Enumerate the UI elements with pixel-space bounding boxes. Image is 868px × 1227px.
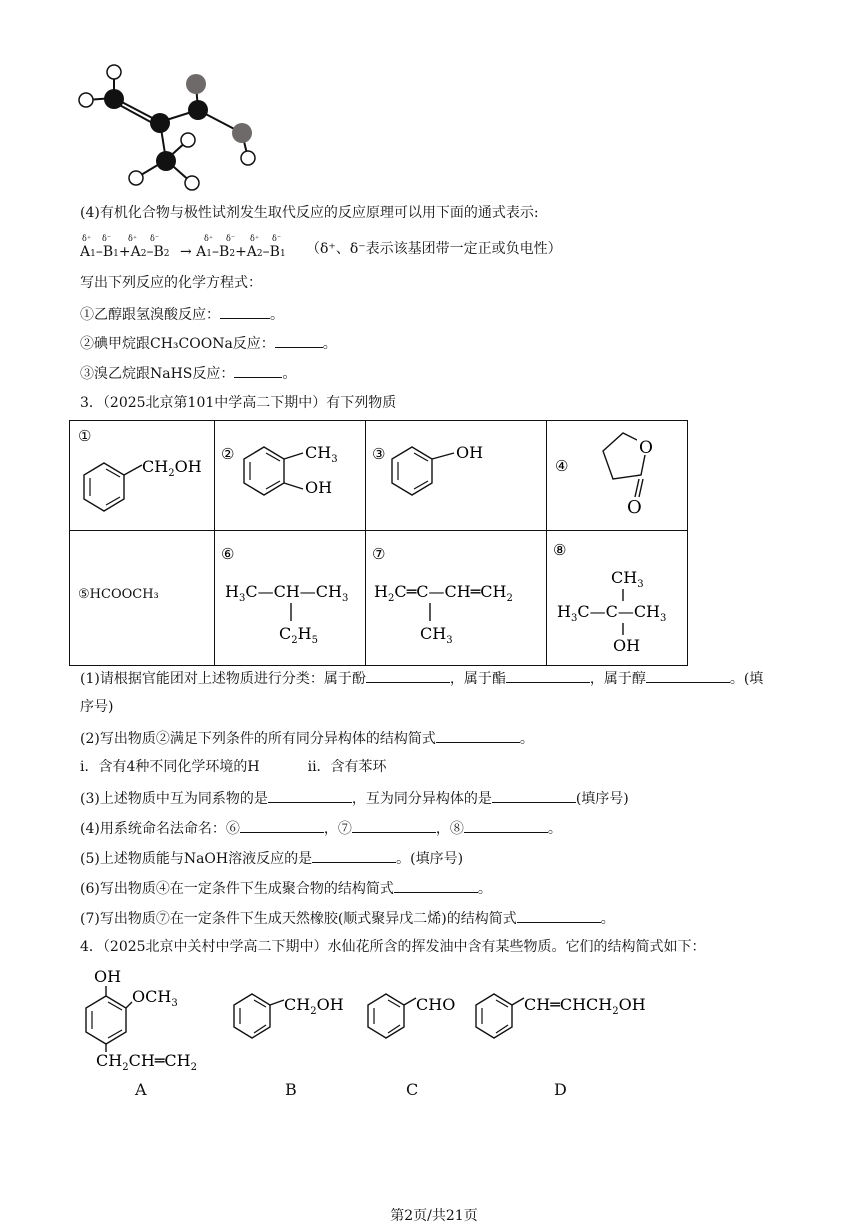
answer-blank[interactable] xyxy=(275,333,323,348)
q2-4-intro: (4)有机化合物与极性试剂发生取代反应的反应原理可以用下面的通式表示: xyxy=(80,205,539,221)
svg-text:③: ③ xyxy=(372,445,386,463)
q2-4-item-1: ①乙醇跟氢溴酸反应： 。 xyxy=(80,304,284,324)
q3-sub6: (6)写出物质④在一定条件下生成聚合物的结构简式 。 xyxy=(80,878,492,898)
q3-sub2: (2)写出物质②满足下列条件的所有同分异构体的结构简式 。 xyxy=(80,728,534,748)
q3-sub4: (4)用系统命名法命名：⑥ ，⑦ ，⑧ 。 xyxy=(80,818,562,838)
isopentane-structure xyxy=(219,537,364,657)
benzyl-alcohol-b-structure xyxy=(230,990,350,1040)
q2-4-prompt: 写出下列反应的化学方程式： xyxy=(80,275,262,291)
svg-text:OH: OH xyxy=(305,478,333,497)
svg-text:⑧: ⑧ xyxy=(553,541,567,559)
q3-sub1: (1)请根据官能团对上述物质进行分类：属于酚 ，属于酯 ，属于醇 。(填 xyxy=(80,668,763,688)
formula-svg xyxy=(80,234,310,260)
label-b: B xyxy=(285,1080,297,1099)
svg-text:δ⁻: δ⁻ xyxy=(150,234,160,243)
answer-blank[interactable] xyxy=(268,788,352,803)
q3-sub1-cont: 序号) xyxy=(80,699,114,715)
answer-blank[interactable] xyxy=(240,818,324,833)
svg-text:②: ② xyxy=(221,445,235,463)
svg-text:CH═CHCH2OH: $CH═CHCH_2OH$ xyxy=(524,995,646,1017)
page-footer: 第2页/共21页 xyxy=(390,1208,478,1224)
ball-stick-model xyxy=(70,60,270,200)
svg-text:⑦: ⑦ xyxy=(372,545,386,563)
svg-text:H3C—CH—CH3: $H_3C—CH—CH_3$ xyxy=(225,582,349,604)
cell-5: ⑤HCOOCH₃ xyxy=(70,531,215,666)
svg-text:H2C═C—CH═CH2: $H_2C═C—CH═CH_2$ xyxy=(374,582,513,604)
q4-header: 4．（2025北京中关村中学高二下期中）水仙花所含的挥发油中含有某些物质。它们的结构简式如下： xyxy=(80,939,706,955)
q3-sub5: (5)上述物质能与NaOH溶液反应的是 。(填序号) xyxy=(80,848,463,868)
cell-3 xyxy=(366,421,547,531)
benzyl-alcohol-structure xyxy=(76,451,216,521)
cinnamyl-alcohol-structure xyxy=(472,990,672,1040)
svg-text:δ⁻: δ⁻ xyxy=(226,234,236,243)
answer-blank[interactable] xyxy=(312,848,396,863)
q3-header: 3．（2025北京第101中学高二下期中）有下列物质 xyxy=(80,395,397,411)
o-cresol-structure xyxy=(219,439,364,519)
formula-note: （δ⁺、δ⁻表示该基团带一定正或负电性） xyxy=(306,241,562,257)
benzaldehyde-structure xyxy=(364,990,464,1040)
svg-text:δ⁺: δ⁺ xyxy=(82,234,92,243)
label-c: C xyxy=(406,1080,419,1099)
cell-8 xyxy=(547,531,688,666)
answer-blank[interactable] xyxy=(234,363,282,378)
eugenol-structure xyxy=(76,964,226,1076)
answer-blank[interactable] xyxy=(517,908,601,923)
cell-6 xyxy=(215,531,366,666)
answer-blank[interactable] xyxy=(464,818,548,833)
svg-text:OH: OH xyxy=(94,967,122,986)
answer-blank[interactable] xyxy=(394,878,478,893)
q3-sub7: (7)写出物质⑦在一定条件下生成天然橡胶(顺式聚异戊二烯)的结构简式 。 xyxy=(80,908,615,928)
q3-sub3: (3)上述物质中互为同系物的是 ，互为同分异构体的是 (填序号) xyxy=(80,788,629,808)
svg-text:CH3: $CH_3$ xyxy=(611,568,644,590)
svg-text:④: ④ xyxy=(555,457,569,475)
reaction-general-formula xyxy=(80,234,310,264)
svg-text:CH3: $CH_3$ xyxy=(420,624,453,646)
svg-text:CH2OH: $CH_2OH$ xyxy=(284,995,344,1017)
cell-2 xyxy=(215,421,366,531)
cell-4 xyxy=(547,421,688,531)
svg-text:H3C—C—CH3: $H_3C—C—CH_3$ xyxy=(557,602,667,624)
svg-text:A1–B1+A2–B2: A1–B1+A2–B2 xyxy=(80,244,170,260)
svg-text:O: O xyxy=(627,497,642,518)
svg-text:→ A1–B2+A2–B1: → A1–B2+A2–B1 xyxy=(180,244,286,260)
tert-butanol-structure xyxy=(551,535,685,660)
isoprene-structure xyxy=(370,537,546,657)
svg-text:δ⁺: δ⁺ xyxy=(204,234,214,243)
svg-text:C2H5: $C_2H_5$ xyxy=(279,624,318,646)
answer-blank[interactable] xyxy=(646,668,730,683)
label-a: A xyxy=(135,1080,147,1099)
q3-conditions: i．含有4种不同化学环境的H ii．含有苯环 xyxy=(80,759,387,775)
answer-blank[interactable] xyxy=(436,728,520,743)
svg-text:OCH3: $OCH_3$ xyxy=(132,987,178,1009)
answer-blank[interactable] xyxy=(366,668,450,683)
svg-text:CH3: $CH_3$ xyxy=(305,443,338,465)
svg-text:OH: OH xyxy=(613,636,641,655)
svg-text:CHO: CHO xyxy=(416,995,456,1014)
label-d: D xyxy=(554,1080,567,1099)
answer-blank[interactable] xyxy=(506,668,590,683)
svg-text:⑥: ⑥ xyxy=(221,545,235,563)
svg-text:CH2CH═CH2: $CH_2CH═CH_2$ xyxy=(96,1051,197,1073)
svg-text:δ⁻: δ⁻ xyxy=(272,234,282,243)
cell-7 xyxy=(366,531,547,666)
q2-4-item-2: ②碘甲烷跟CH₃COONa反应： 。 xyxy=(80,333,337,353)
q2-4-item-3: ③溴乙烷跟NaHS反应： 。 xyxy=(80,363,296,383)
butyrolactone-structure xyxy=(551,423,685,528)
svg-text:δ⁺: δ⁺ xyxy=(128,234,138,243)
svg-text:δ⁺: δ⁺ xyxy=(250,234,260,243)
cell-1: ① $CH_2OH$ xyxy=(70,421,215,531)
svg-text:O: O xyxy=(639,438,653,458)
answer-blank[interactable] xyxy=(352,818,436,833)
svg-text:δ⁻: δ⁻ xyxy=(102,234,112,243)
answer-blank[interactable] xyxy=(220,304,270,319)
substance-table xyxy=(69,420,688,666)
phenol-structure xyxy=(370,439,540,519)
answer-blank[interactable] xyxy=(492,788,576,803)
svg-text:CH2OH: $CH_2OH$ xyxy=(142,457,202,479)
svg-text:OH: OH xyxy=(456,443,484,462)
